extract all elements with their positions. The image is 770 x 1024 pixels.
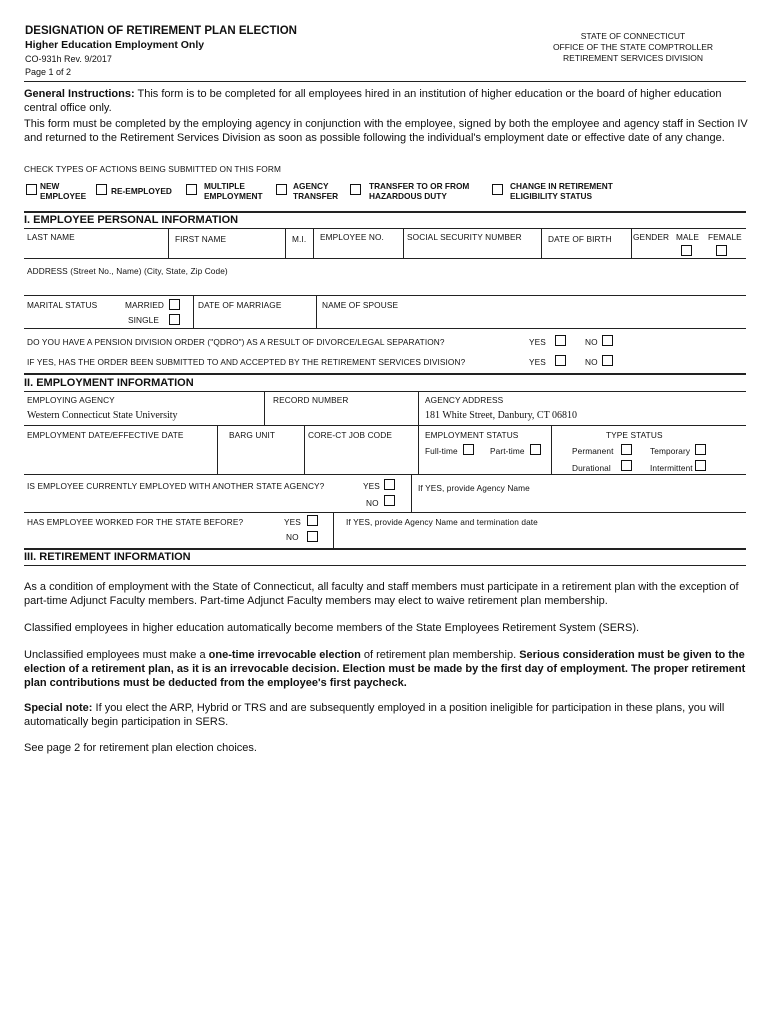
actions-heading: CHECK TYPES OF ACTIONS BEING SUBMITTED ON THIS FORM: [24, 164, 281, 174]
worked-before-question: HAS EMPLOYEE WORKED FOR THE STATE BEFORE?: [27, 517, 244, 527]
divider: [24, 295, 746, 296]
agency-line-3: RETIREMENT SERVICES DIVISION: [563, 53, 703, 63]
header-divider: [24, 81, 746, 82]
divider: [631, 228, 632, 258]
divider: [403, 228, 404, 258]
special-note-paragraph: [24, 701, 750, 729]
married-label: MARRIED: [125, 300, 164, 310]
retirement-paragraph-3: [24, 648, 750, 690]
worked-before-note: If YES, provide Agency Name and termination date: [346, 517, 538, 527]
married-checkbox[interactable]: [169, 299, 180, 310]
divider: [24, 474, 746, 475]
text: Serious consideration must be given to the election of a retirement plan, as it is an irrevocable decision. Election must be made by the first day of employment. The proper retirement plan contributions must be deducted from the employee's first paycheck.: [24, 649, 746, 689]
divider: [418, 391, 419, 425]
full-time-label: Full-time: [425, 446, 458, 456]
employee-no-label: EMPLOYEE NO.: [320, 232, 384, 242]
text: Unclassified employees must make a: [24, 649, 209, 661]
section3-top-rule: [24, 548, 746, 550]
text: one-time irrevocable election: [208, 649, 361, 661]
hazardous-duty-label: TRANSFER TO OR FROM HAZARDOUS DUTY: [369, 181, 470, 201]
retirement-paragraph-1: As a condition of employment with the State of Connecticut, all faculty and staff members must participate in a retirement plan with the exception of part-time Adjunct Faculty members. Part-time Adjunct Faculty members may elect to waive retirement plan membership.: [24, 581, 739, 607]
divider: [24, 328, 746, 329]
form-number: CO-931h Rev. 9/2017: [25, 54, 112, 64]
divider: [333, 512, 334, 548]
gender-label: GENDER: [633, 232, 670, 242]
section2-heading: II. EMPLOYMENT INFORMATION: [24, 377, 194, 389]
divider: [411, 474, 412, 512]
job-code-label: CORE-CT JOB CODE: [308, 430, 392, 440]
reemployed-checkbox[interactable]: [96, 184, 107, 195]
date-of-marriage-label: DATE OF MARRIAGE: [198, 300, 282, 310]
qdro-submitted-yes-checkbox[interactable]: [555, 355, 566, 366]
agency-header: [520, 31, 746, 64]
intermittent-label: Intermittent: [650, 463, 693, 473]
section1-heading: I. EMPLOYEE PERSONAL INFORMATION: [24, 214, 239, 226]
other-agency-question: IS EMPLOYEE CURRENTLY EMPLOYED WITH ANOTHER STATE AGENCY?: [27, 481, 325, 491]
section3-heading: III. RETIREMENT INFORMATION: [24, 551, 191, 563]
new-employee-label: NEW EMPLOYEE: [40, 181, 87, 201]
employment-date-label: EMPLOYMENT DATE/EFFECTIVE DATE: [27, 430, 184, 440]
other-agency-yes-checkbox[interactable]: [384, 479, 395, 490]
hazardous-duty-checkbox[interactable]: [350, 184, 361, 195]
divider: [304, 425, 305, 474]
other-agency-note: If YES, provide Agency Name: [418, 483, 530, 493]
qdro-yes-label: YES: [529, 337, 546, 347]
male-label: MALE: [676, 232, 699, 242]
type-status-label: TYPE STATUS: [606, 430, 663, 440]
temporary-label: Temporary: [650, 446, 691, 456]
section1-top-rule: [24, 211, 746, 213]
instructions-text-2: This form must be completed by the employing agency in conjunction with the employee, signed by both the employee and agency staff in Section IV and returned to the Retirement Services Division as soon as possible following the individual's employment date or effective date of any change.: [24, 118, 748, 144]
divider: [285, 228, 286, 258]
form-title: DESIGNATION OF RETIREMENT PLAN ELECTION: [25, 25, 297, 37]
spouse-name-label: NAME OF SPOUSE: [322, 300, 399, 310]
qdro-submitted-no-label: NO: [585, 357, 598, 367]
female-label: FEMALE: [708, 232, 742, 242]
divider: [193, 295, 194, 328]
multiple-employment-checkbox[interactable]: [186, 184, 197, 195]
retirement-paragraph-5: See page 2 for retirement plan election choices.: [24, 742, 257, 754]
instructions-label: General Instructions:: [24, 88, 135, 100]
qdro-question: DO YOU HAVE A PENSION DIVISION ORDER ("QDRO") AS A RESULT OF DIVORCE/LEGAL SEPARATION?: [27, 337, 445, 347]
qdro-no-label: NO: [585, 337, 598, 347]
qdro-submitted-question: IF YES, HAS THE ORDER BEEN SUBMITTED TO AND ACCEPTED BY THE RETIREMENT SERVICES DIVISION?: [27, 357, 466, 367]
first-name-label: FIRST NAME: [175, 234, 227, 244]
divider: [217, 425, 218, 474]
other-agency-no-label: NO: [366, 498, 379, 508]
reemployed-label: RE-EMPLOYED: [111, 186, 172, 196]
male-checkbox[interactable]: [681, 245, 692, 256]
general-instructions: [24, 87, 748, 115]
intermittent-checkbox[interactable]: [695, 460, 706, 471]
durational-checkbox[interactable]: [621, 460, 632, 471]
section2-top-rule: [24, 373, 746, 375]
permanent-checkbox[interactable]: [621, 444, 632, 455]
qdro-yes-checkbox[interactable]: [555, 335, 566, 346]
qdro-submitted-yes-label: YES: [529, 357, 546, 367]
new-employee-checkbox[interactable]: [26, 184, 37, 195]
eligibility-change-checkbox[interactable]: [492, 184, 503, 195]
agency-transfer-label: AGENCY TRANSFER: [293, 181, 339, 201]
agency-line-1: STATE OF CONNECTICUT: [580, 31, 686, 41]
full-time-checkbox[interactable]: [463, 444, 474, 455]
page-number: Page 1 of 2: [25, 67, 72, 77]
eligibility-change-label: CHANGE IN RETIREMENT ELIGIBILITY STATUS: [510, 181, 613, 201]
barg-unit-label: BARG UNIT: [229, 430, 276, 440]
agency-address-label: AGENCY ADDRESS: [425, 395, 504, 405]
single-label: SINGLE: [128, 315, 160, 325]
worked-before-no-checkbox[interactable]: [307, 531, 318, 542]
qdro-no-checkbox[interactable]: [602, 335, 613, 346]
permanent-label: Permanent: [572, 446, 614, 456]
text: Special note:: [24, 702, 93, 714]
employing-agency-value[interactable]: Western Connecticut State University: [27, 410, 178, 421]
other-agency-no-checkbox[interactable]: [384, 495, 395, 506]
dob-label: DATE OF BIRTH: [548, 234, 612, 244]
divider: [24, 391, 746, 392]
record-number-label: RECORD NUMBER: [273, 395, 349, 405]
divider: [551, 425, 552, 474]
qdro-submitted-no-checkbox[interactable]: [602, 355, 613, 366]
last-name-label: LAST NAME: [27, 232, 75, 242]
divider: [24, 565, 746, 566]
divider: [264, 391, 265, 425]
durational-label: Durational: [572, 463, 611, 473]
employment-status-label: EMPLOYMENT STATUS: [425, 430, 519, 440]
marital-status-label: MARITAL STATUS: [27, 300, 98, 310]
divider: [24, 512, 746, 513]
divider: [168, 228, 169, 258]
divider: [418, 425, 419, 474]
part-time-label: Part-time: [490, 446, 525, 456]
temporary-checkbox[interactable]: [695, 444, 706, 455]
worked-before-yes-label: YES: [284, 517, 301, 527]
single-checkbox[interactable]: [169, 314, 180, 325]
agency-line-2: OFFICE OF THE STATE COMPTROLLER: [552, 42, 714, 52]
address-label: ADDRESS (Street No., Name) (City, State, Zip Code): [27, 266, 228, 276]
form-subtitle: Higher Education Employment Only: [25, 39, 205, 51]
section1-heading-rule: [24, 228, 746, 229]
divider: [24, 258, 746, 259]
instructions-text-1: This form is to be completed for all employees hired in an institution of higher education or the board of higher education central office only.: [24, 88, 722, 114]
agency-transfer-checkbox[interactable]: [276, 184, 287, 195]
divider: [24, 425, 746, 426]
employing-agency-label: EMPLOYING AGENCY: [27, 395, 115, 405]
text: of retirement plan membership.: [360, 649, 520, 661]
female-checkbox[interactable]: [716, 245, 727, 256]
worked-before-no-label: NO: [286, 532, 299, 542]
retirement-paragraph-2: Classified employees in higher education automatically become members of the State Employees Retirement System (SERS).: [24, 622, 640, 634]
mi-label: M.I.: [292, 234, 307, 244]
part-time-checkbox[interactable]: [530, 444, 541, 455]
multiple-employment-label: MULTIPLE EMPLOYMENT: [204, 181, 263, 201]
other-agency-yes-label: YES: [363, 481, 380, 491]
divider: [313, 228, 314, 258]
divider: [316, 295, 317, 328]
agency-address-value[interactable]: 181 White Street, Danbury, CT 06810: [425, 410, 578, 421]
divider: [541, 228, 542, 258]
ssn-label: SOCIAL SECURITY NUMBER: [407, 232, 522, 242]
worked-before-yes-checkbox[interactable]: [307, 515, 318, 526]
text: If you elect the ARP, Hybrid or TRS and are subsequently employed in a position ineligible for participation in these plans, you will automatically begin participation in SERS.: [24, 702, 725, 728]
